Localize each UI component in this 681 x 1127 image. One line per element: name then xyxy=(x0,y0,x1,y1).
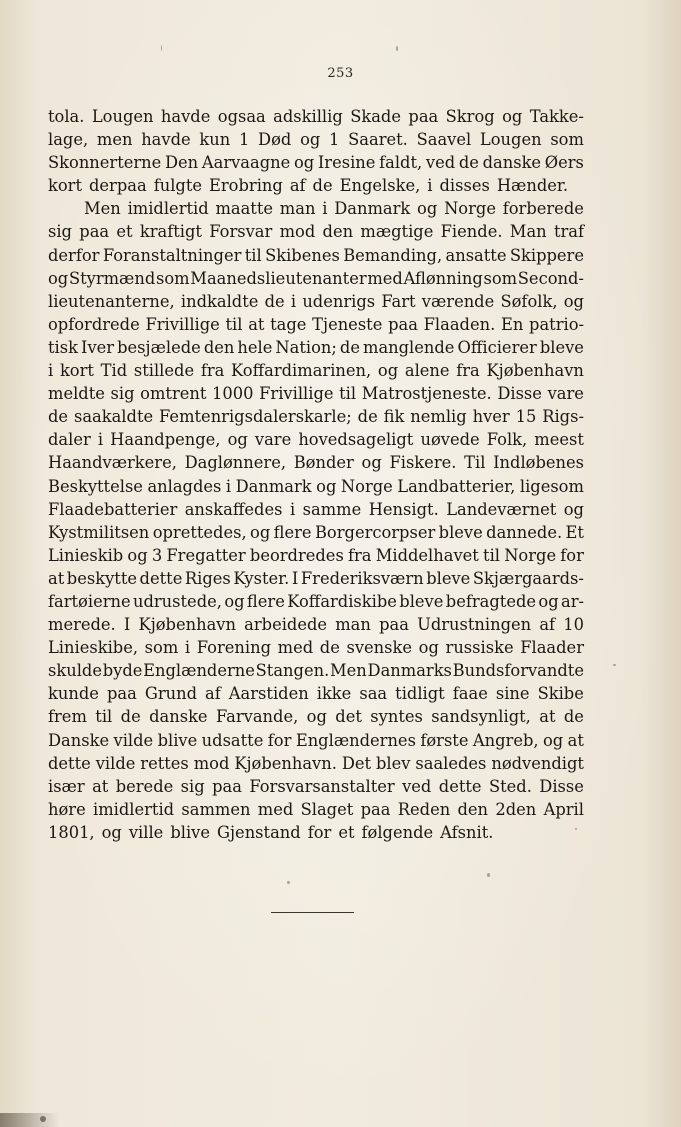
text-line: Men imidlertid maatte man i Danmark og Norge forberede xyxy=(84,199,584,219)
text-line: 1801, og ville blive Gjenstand for et følgende Afsnit. xyxy=(48,822,494,842)
paper-speck xyxy=(396,46,398,51)
paper-speck xyxy=(287,881,290,884)
text-line: kunde paa Grund af Aarstiden ikke saa tidligt faae sine Skibe xyxy=(48,684,584,704)
text-line: skulde byde Englænderne Stangen. Men Danmarks Bundsforvandte xyxy=(48,661,584,681)
text-line: høre imidlertid sammen med Slaget paa Reden den 2den April xyxy=(48,799,584,819)
text-line: Linieskibe, som i Forening med de svenske og russiske Flaader xyxy=(48,638,584,658)
text-line: dette vilde rettes mod Kjøbenhavn. Det blev saaledes nødvendigt xyxy=(48,753,584,773)
text-line: Haandværkere, Daglønnere, Bønder og Fiskere. Til Indløbenes xyxy=(48,453,584,473)
text-line: Kystmilitsen oprettedes, og flere Borgercorpser bleve dannede. Et xyxy=(48,522,584,542)
paper-speck xyxy=(487,873,490,877)
paper-speck xyxy=(613,664,616,666)
text-line: lage, men havde kun 1 Død og 1 Saaret. Saavel Lougen som xyxy=(48,130,584,150)
text-line: merede. I Kjøbenhavn arbeidede man paa Udrustningen af 10 xyxy=(48,615,584,635)
text-line: og Styrmænd som Maanedslieutenanter med Aflønning som Second- xyxy=(48,268,584,288)
section-end-rule xyxy=(271,912,354,913)
text-line: opfordrede Frivillige til at tage Tjeneste paa Flaaden. En patrio- xyxy=(48,314,584,334)
text-line: daler i Haandpenge, og vare hovedsageligt uøvede Folk, meest xyxy=(48,430,584,450)
text-line: frem til de danske Farvande, og det syntes sandsynligt, at de xyxy=(48,707,584,727)
text-line: tola. Lougen havde ogsaa adskillig Skade paa Skrog og Takke- xyxy=(48,107,584,126)
page-number: 253 xyxy=(327,66,354,81)
text-line: Beskyttelse anlagdes i Danmark og Norge Landbatterier, ligesom xyxy=(48,476,584,496)
paper-speck xyxy=(575,828,577,830)
text-line: kort derpaa fulgte Erobring af de Engelske, i disses Hænder. xyxy=(48,176,569,196)
text-line: Linieskib og 3 Fregatter beordredes fra Middelhavet til Norge for xyxy=(48,545,584,565)
text-line: derfor Foranstaltninger til Skibenes Bemanding, ansatte Skippere xyxy=(48,245,584,265)
text-line: at beskytte dette Riges Kyster. I Frederiksværn bleve Skjærgaards- xyxy=(48,568,584,588)
paper-speck xyxy=(161,45,162,51)
text-line: de saakaldte Femtenrigsdalerskarle; de fik nemlig hver 15 Rigs- xyxy=(48,407,584,427)
text-line: Flaadebatterier anskaffedes i samme Hensigt. Landeværnet og xyxy=(48,499,584,519)
text-line: tisk Iver besjælede den hele Nation; de manglende Officierer bleve xyxy=(48,337,584,357)
text-line: sig paa et kraftigt Forsvar mod den mægtige Fiende. Man traf xyxy=(48,222,584,242)
text-line: Skonnerterne Den Aarvaagne og Iresine faldt, ved de danske Øers xyxy=(48,153,584,173)
text-line: Danske vilde blive udsatte for Englændernes første Angreb, og at xyxy=(48,730,584,750)
text-line: i kort Tid stillede fra Koffardimarinen, og alene fra Kjøbenhavn xyxy=(48,361,584,381)
page-edge-shadow xyxy=(0,1113,60,1127)
text-line: lieutenanterne, indkaldte de i udenrigs Fart værende Søfolk, og xyxy=(48,291,584,311)
text-line: fartøierne udrustede, og flere Koffardiskibe bleve befragtede og ar- xyxy=(48,591,584,611)
text-line: især at berede sig paa Forsvarsanstalter ved dette Sted. Disse xyxy=(48,776,584,796)
text-line: meldte sig omtrent 1000 Frivillige til Matrostjeneste. Disse vare xyxy=(48,384,584,404)
body-text xyxy=(48,105,584,844)
